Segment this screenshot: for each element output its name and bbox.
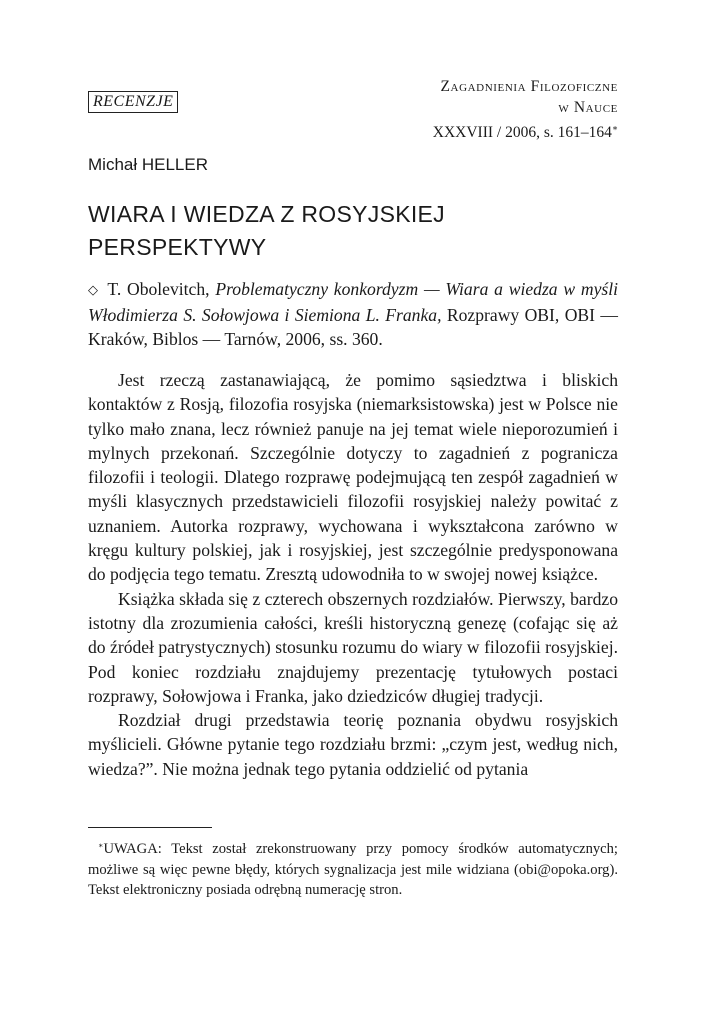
- article-body: [88, 368, 618, 781]
- journal-volume-pages: XXXVIII / 2006, s. 161–164: [432, 124, 612, 141]
- body-paragraph: Rozdział drugi przedstawia teorię poznania obydwu rosyjskich myślicieli. Główne pytanie tego rozdziału brzmi: „czym jest, według nich, wiedza?”. Nie można jednak tego pytania oddzielić od pytania: [88, 710, 618, 779]
- body-paragraph: Książka składa się z czterech obszernych rozdziałów. Pierwszy, bardzo istotny dla zrozumienia całości, kreśli historyczną genezę (cofając się aż do źródeł patrystycznych) stosunku rozumu do wiary w filozofii rosyjskiej. Pod koniec rozdziału znajdujemy prezentację tytułowych postaci rozprawy, Sołowjowa i Franka, jako dziedziców długiej tradycji.: [88, 588, 618, 706]
- footnote-marker: ∗: [611, 123, 618, 133]
- book-title: Problematyczny konkordyzm — Wiara a wiedza w myśli Włodimierza S. Sołowjowa i Siemiona L. Franka,: [88, 279, 618, 325]
- journal-name: Zagadnienia Filozoficzne: [440, 78, 618, 95]
- reviewed-book-citation: [88, 277, 618, 351]
- article-title: [88, 198, 608, 264]
- book-author: T. Obolevitch,: [107, 279, 210, 299]
- footnote-marker: ∗: [98, 841, 104, 850]
- journal-name-continued: w Nauce: [558, 99, 618, 116]
- body-paragraph: Jest rzeczą zastanawiającą, że pomimo sąsiedztwa i bliskich kontaktów z Rosją, filozofia rosyjska (niemarksistowska) jest w Polsce nie tylko mało znana, lecz również panuje na jej temat wiele nieporozumień i mylnych przekonań. Szczególnie dotyczy to zagadnień z pogranicza filozofii i teologii. Dlatego rozprawę podejmującą ten zespół zagadnień w myśli klasycznych przedstawicieli filozofii rosyjskiej należy powitać z uznaniem. Autorka rozprawy, wychowana i wykształcona zarówno w kręgu kultury polskiej, jak i rosyjskiej, jest szczególnie predysponowana do podjęcia tego tematu. Zresztą udowodniła to w swojej nowej książce.: [88, 370, 618, 585]
- article-author: Michał HELLER: [88, 155, 208, 174]
- journal-issue: [433, 118, 618, 143]
- journal-header: [433, 76, 618, 143]
- document-page: [88, 0, 618, 1024]
- section-label: RECENZJE: [88, 91, 178, 113]
- title-line-2: PERSPEKTYWY: [88, 234, 267, 260]
- title-line-1: WIARA I WIEDZA Z ROSYJSKIEJ: [88, 201, 445, 227]
- footnote: [88, 836, 618, 901]
- footnote-text: UWAGA: Tekst został zrekonstruowany przy pomocy środków automatycznych; możliwe są więc pewne błędy, których sygnalizacja jest mile widziana (obi@opoka.org). Tekst elektroniczny posiada odrębną numerację stron.: [88, 841, 618, 898]
- book-publication-details: Rozprawy OBI, OBI — Kraków, Biblos — Tarnów, 2006, ss. 360.: [88, 305, 618, 349]
- footnote-divider: [88, 827, 212, 828]
- diamond-icon: ◇: [88, 283, 100, 298]
